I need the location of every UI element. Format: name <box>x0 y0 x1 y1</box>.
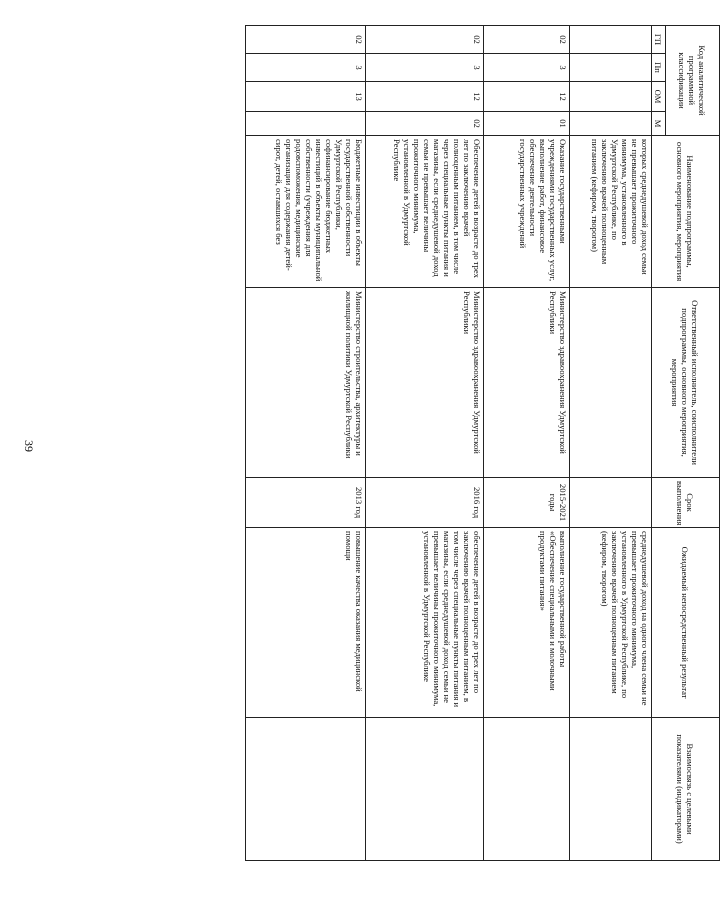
cell-result: повышение качества оказания медицинской помощи <box>246 528 366 718</box>
table-row <box>484 26 570 861</box>
cell-gp: 02 <box>484 26 570 54</box>
cell-link <box>366 718 484 861</box>
page-number: 39 <box>22 440 36 452</box>
cell-gp: 02 <box>366 26 484 54</box>
table-row <box>366 26 484 861</box>
cell-responsible: Министерство здравоохранения Удмуртской Республики <box>366 288 484 478</box>
cell-m <box>570 112 652 136</box>
cell-link <box>484 718 570 861</box>
cell-om: 13 <box>246 82 366 112</box>
cell-om <box>570 82 652 112</box>
header-term: Срок выполнения <box>652 478 720 528</box>
cell-term: 2015-2021 годы <box>484 478 570 528</box>
cell-name: Бюджетные инвестиции в объекты государственной собственности Удмуртской Республики, софинансирование бюджетных инвестиций в объекты муниципальной собственности (учреждения для родовспоможения, медицинские организации для содержания детей-сирот, детей, оставшихся без <box>246 136 366 288</box>
header-pp: Пп <box>652 54 666 82</box>
header-name: Наименование подпрограммы, основного мероприятия, мероприятия <box>652 136 720 288</box>
table-row <box>570 26 652 861</box>
cell-term: 2013 год <box>246 478 366 528</box>
cell-term <box>570 478 652 528</box>
header-m: М <box>652 112 666 136</box>
cell-m <box>246 112 366 136</box>
cell-pp: 3 <box>484 54 570 82</box>
cell-responsible: Министерство строительства, архитектуры и жилищной политики Удмуртской Республики <box>246 288 366 478</box>
cell-m: 01 <box>484 112 570 136</box>
cell-link <box>570 718 652 861</box>
cell-link <box>246 718 366 861</box>
header-code: Код аналитической программной классификации <box>666 26 720 136</box>
cell-term: 2016 год <box>366 478 484 528</box>
cell-result: выполнение государственной работы «Обеспечение специальными и молочными продуктами питания» <box>484 528 570 718</box>
cell-gp: 02 <box>246 26 366 54</box>
cell-pp: 3 <box>366 54 484 82</box>
cell-result: обеспечение детей в возрасте до трех лет по заключению врачей полноценным питанием, в том числе через специальные пункты питания и магазины, если среднедушевой доход семьи не превышает величины прожиточного минимума, установленной в Удмуртской Республике <box>366 528 484 718</box>
cell-om: 12 <box>484 82 570 112</box>
cell-om: 12 <box>366 82 484 112</box>
header-result: Ожидаемый непосредственный результат <box>652 528 720 718</box>
cell-responsible: Министерство здравоохранения Удмуртской Республики <box>484 288 570 478</box>
cell-pp <box>570 54 652 82</box>
header-link: Взаимосвязь с целевыми показателями (индикаторами) <box>652 718 720 861</box>
header-responsible: Ответственный исполнитель, соисполнители подпрограммы, основного мероприятия, мероприятия <box>652 288 720 478</box>
rotated-sheet <box>120 30 708 865</box>
header-om: ОМ <box>652 82 666 112</box>
cell-result: среднедушевой доход на одного члена семьи не превышает прожиточного минимума, установленного в Удмуртской Республике, по заключению врачей полноценным питанием (кефиром, творогом) <box>570 528 652 718</box>
table-row <box>246 26 366 861</box>
program-table <box>245 25 720 861</box>
cell-m: 02 <box>366 112 484 136</box>
cell-pp: 3 <box>246 54 366 82</box>
cell-name: Обеспечение детей в возрасте до трех лет по заключению врачей полноценным питанием, в том числе через специальные пункты питания и магазины, если среднедушевой доход семьи не превышает величины прожиточного минимума, установленной в Удмуртской Республике <box>366 136 484 288</box>
cell-gp <box>570 26 652 54</box>
cell-name: которых среднедушевой доход семьи не превышает прожиточного минимума, установленного в Удмуртской Республике, по заключению врачей полноценным питанием (кефиром, творогом) <box>570 136 652 288</box>
cell-responsible <box>570 288 652 478</box>
header-gp: ГП <box>652 26 666 54</box>
cell-name: Оказание государственными учреждениями государственных услуг, выполнение работ, финансовое обеспечение деятельности государственных учреждений <box>484 136 570 288</box>
